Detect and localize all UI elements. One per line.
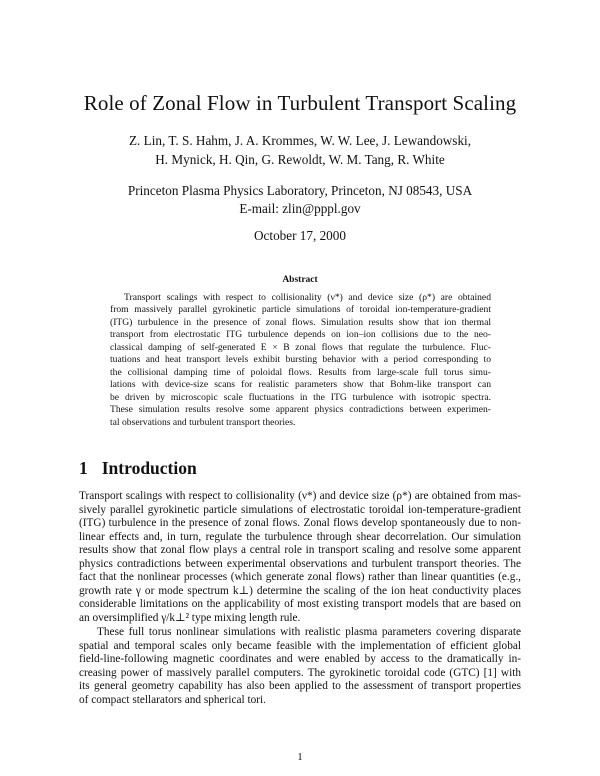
body-line: creasing power of massively parallel computers. The gyrokinetic toroidal code (GTC) [1] with xyxy=(79,666,521,679)
body-line: linear effects and, in turn, regulate the turbulence through shear decorrelation. Our simulation xyxy=(79,530,521,543)
body-line: field-line-following magnetic coordinates and were enabled by access to the dramatically in- xyxy=(79,653,521,665)
abstract-line: lations with device-size scans for realistic parameters show that Bohm-like transport can xyxy=(110,379,491,391)
abstract-line: tuations and heat transport levels exhibit bursting behavior with a period corresponding to xyxy=(110,354,491,366)
abstract-line: These simulation results resolve some apparent physics contradictions between experimen- xyxy=(110,404,491,416)
affiliation: Princeton Plasma Physics Laboratory, Princeton, NJ 08543, USA xyxy=(127,183,473,198)
abstract-line: tal observations and turbulent transport theories. xyxy=(110,416,296,428)
body-line: spatial and temporal scales only became feasible with the implementation of efficient global xyxy=(79,639,521,652)
body-line: growth rate γ or mode spectrum k⊥) determine the scaling of the ion heat conductivity places xyxy=(79,584,521,597)
author-line: Z. Lin, T. S. Hahm, J. A. Krommes, W. W. Lee, J. Lewandowski, xyxy=(129,133,471,148)
abstract-line: transport from electrostatic ITG turbulence depends on ion–ion collisions due to the neo- xyxy=(110,329,491,341)
body-line: These full torus nonlinear simulations with realistic plasma parameters covering disparate xyxy=(97,626,521,638)
section-title: Introduction xyxy=(101,458,197,478)
section-heading xyxy=(79,458,197,479)
abstract-body xyxy=(110,292,491,429)
body-line: Transport scalings with respect to collisionality (ν*) and device size (ρ*) are obtained from mas- xyxy=(79,490,521,502)
abstract-line: classical damping of self-generated E × B zonal flows that regulate the turbulence. Fluc- xyxy=(110,341,491,353)
abstract-line: be driven by microscopic scale fluctuations in the ITG turbulence with isotropic spectra. xyxy=(110,391,491,403)
page-number: 1 xyxy=(297,751,303,763)
body-line: results show that zonal flow plays a central role in transport scaling and resolve some apparent xyxy=(79,544,521,556)
body-line: an oversimplified γ/k⊥² type mixing length rule. xyxy=(79,611,301,624)
author-list xyxy=(0,131,600,169)
body-line: its general geometry capability has also been applied to the assessment of transport properties xyxy=(79,680,521,692)
body-line: physics contradictions between experimental observations and turbulent transport theories. The xyxy=(79,557,521,570)
abstract-line: Transport scalings with respect to collisionality (ν*) and device size (ρ*) are obtained xyxy=(124,292,491,303)
email: E-mail: zlin@pppl.gov xyxy=(239,201,361,216)
body-line: fact that the nonlinear processes (which generate zonal flows) rather than linear quantities (e.g., xyxy=(79,571,521,583)
abstract-line: the collisional damping time of poloidal flows. Results from large-scale full torus simu- xyxy=(110,366,491,378)
paper-date: October 17, 2000 xyxy=(254,228,346,243)
section-body xyxy=(79,490,521,707)
abstract-heading: Abstract xyxy=(282,275,318,285)
section-number: 1 xyxy=(79,458,88,478)
body-line: (ITG) turbulence in the presence of zonal flows. Zonal flows develop spontaneously due to non- xyxy=(79,517,521,529)
body-line: sively parallel gyrokinetic particle simulations of electrostatic toroidal ion-temperature-gradient xyxy=(79,503,521,516)
author-line: H. Mynick, H. Qin, G. Rewoldt, W. M. Tang, R. White xyxy=(155,152,445,167)
affiliation-block xyxy=(0,182,600,218)
body-line: of compact stellarators and spherical tori. xyxy=(79,693,266,706)
abstract-line: from massively parallel gyrokinetic particle simulations of toroidal ion-temperature-gradient xyxy=(110,304,491,316)
body-line: considerable limitations on the applicability of most existing transport models that are based on xyxy=(79,598,521,610)
abstract-line: (ITG) turbulence in the presence of zonal flows. Simulation results show that ion thermal xyxy=(110,316,491,328)
paper-title: Role of Zonal Flow in Turbulent Transport Scaling xyxy=(83,91,517,115)
